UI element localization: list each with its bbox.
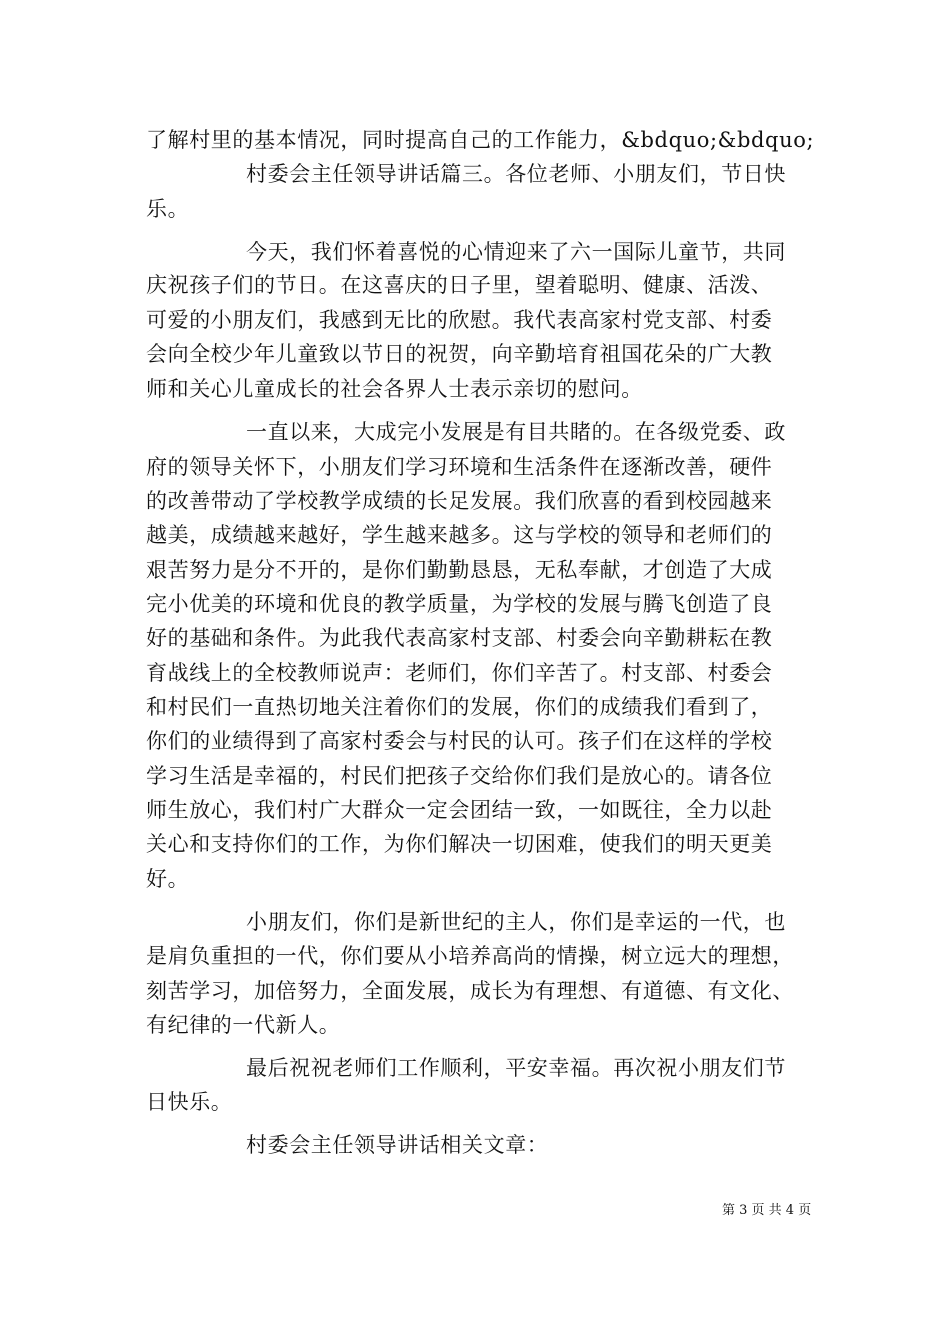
text-line: 日快乐。 [146,1090,233,1114]
text-line: 小朋友们，你们是新世纪的主人，你们是幸运的一代，也 [246,910,786,934]
text-line: 一直以来，大成完小发展是有目共睹的。在各级党委、政 [246,420,786,444]
text-line: 村委会主任领导讲话篇三。各位老师、小朋友们，节日快 [246,162,786,186]
text-line: 刻苦学习，加倍努力，全面发展，成长为有理想、有道德、有文化、 [146,979,794,1003]
text-line: 完小优美的环境和优良的教学质量，为学校的发展与腾飞创造了良 [146,592,773,616]
text-line: 村委会主任领导讲话相关文章： [246,1133,549,1157]
text-line: 师生放心，我们村广大群众一定会团结一致，一如既往，全力以赴 [146,798,773,822]
page-number: 第 3 页 共 4 页 [722,1203,812,1218]
text-line: 关心和支持你们的工作，为你们解决一切困难，使我们的明天更美 [146,832,773,856]
text-line: 今天，我们怀着喜悦的心情迎来了六一国际儿童节，共同 [246,240,786,264]
text-line: 师和关心儿童成长的社会各界人士表示亲切的慰问。 [146,377,643,401]
text-line: 庆祝孩子们的节日。在这喜庆的日子里，望着聪明、健康、活泼、 [146,273,773,297]
text-line: 府的领导关怀下，小朋友们学习环境和生活条件在逐渐改善，硬件 [146,455,773,479]
text-line: 好。 [146,867,190,891]
text-line: 你们的业绩得到了高家村委会与村民的认可。孩子们在这样的学校 [146,729,773,753]
text-line: 好的基础和条件。为此我代表高家村支部、村委会向辛勤耕耘在教 [146,626,773,650]
text-line: 有纪律的一代新人。 [146,1013,341,1037]
text-line: 学习生活是幸福的，村民们把孩子交给你们我们是放心的。请各位 [146,764,773,788]
text-line: 艰苦努力是分不开的，是你们勤勤恳恳，无私奉献，才创造了大成 [146,558,773,582]
text-line: 乐。 [146,197,190,221]
text-line: 会向全校少年儿童致以节日的祝贺，向辛勤培育祖国花朵的广大教 [146,342,773,366]
text-line: 最后祝祝老师们工作顺利，平安幸福。再次祝小朋友们节 [246,1056,786,1080]
text-line: 是肩负重担的一代，你们要从小培养高尚的情操，树立远大的理想， [146,944,794,968]
text-line: 越美，成绩越来越好，学生越来越多。这与学校的领导和老师们的 [146,523,773,547]
text-line: 和村民们一直热切地关注着你们的发展，你们的成绩我们看到了， [146,695,773,719]
text-line: 可爱的小朋友们，我感到无比的欣慰。我代表高家村党支部、村委 [146,308,773,332]
text-line: 育战线上的全校教师说声：老师们，你们辛苦了。村支部、村委会 [146,661,773,685]
text-line: 了解村里的基本情况，同时提高自己的工作能力，&bdquo;&bdquo; [146,128,815,152]
text-line: 的改善带动了学校教学成绩的长足发展。我们欣喜的看到校园越来 [146,489,773,513]
